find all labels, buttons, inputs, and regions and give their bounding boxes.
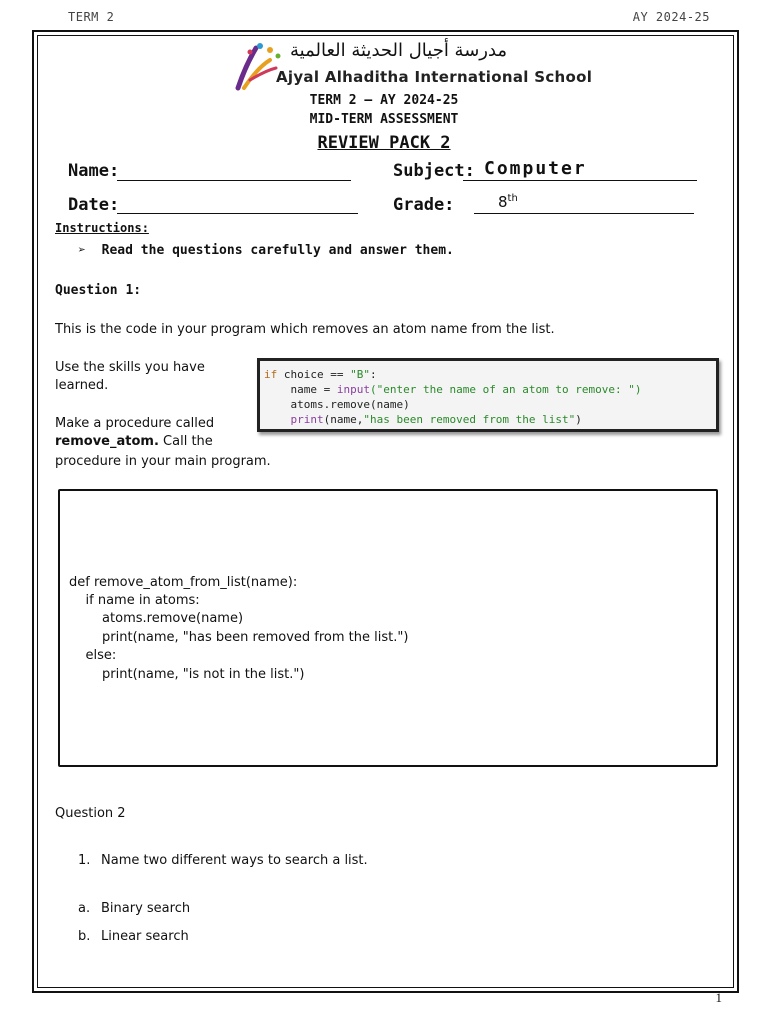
make-line-1: Make a procedure called [55,416,215,431]
name-line[interactable] [117,180,351,181]
answer-a: Binary search [101,901,191,916]
answer-box[interactable] [58,489,718,767]
assessment-title: MID-TERM ASSESSMENT [309,112,459,127]
school-name-english: Ajyal Alhaditha International School [276,68,593,86]
date-line[interactable] [117,213,358,214]
question-2-heading: Question 2 [55,806,126,821]
answer-a-label: a. [78,901,91,916]
subject-value: Computer [484,158,587,179]
question-1-intro: This is the code in your program which removes an atom name from the list. [55,322,555,337]
answer-b: Linear search [101,929,189,944]
grade-label: Grade: [393,195,455,215]
answer-line: atoms.remove(name) [69,611,244,626]
grade-line[interactable] [474,213,694,214]
arrow-bullet-icon: ➢ [78,243,86,258]
answer-line: def remove_atom_from_list(name): [69,575,298,590]
answer-line: print(name, "has been removed from the list.") [69,630,409,645]
question-2-item-number: 1. [78,853,91,868]
name-label: Name: [68,161,120,181]
code-snippet: if choice == "B": name = input("enter the name of an atom to remove: ") atoms.remove(name) print(name,"has been removed from the list") [257,358,719,432]
date-label: Date: [68,195,120,215]
instructions-heading: Instructions: [55,221,149,235]
subject-label: Subject: [393,161,475,181]
header-term: TERM 2 [68,10,115,24]
make-line-2: remove_atom. Call the [55,434,213,449]
subject-line[interactable] [463,180,697,181]
school-name-arabic: مدرسة أجيال الحديثة العالمية [290,40,508,61]
question-1-heading: Question 1: [55,283,142,298]
answer-line: if name in atoms: [69,593,200,608]
grade-value: 8th [498,193,518,211]
answer-line: print(name, "is not in the list.") [69,667,305,682]
skills-line-2: learned. [55,378,109,393]
answer-b-label: b. [78,929,91,944]
skills-line-1: Use the skills you have [55,360,205,375]
instruction-item [78,243,454,258]
review-pack-title: REVIEW PACK 2 [317,133,451,153]
make-line-3: procedure in your main program. [55,454,271,469]
page-number: 1 [715,990,722,1005]
procedure-name: remove_atom. [55,434,159,449]
term-title: TERM 2 – AY 2024-25 [309,93,459,108]
answer-line: else: [69,648,117,663]
question-2-item-text: Name two different ways to search a list. [101,853,368,868]
instruction-text: Read the questions carefully and answer them. [101,243,454,258]
header-year: AY 2024-25 [632,10,710,24]
